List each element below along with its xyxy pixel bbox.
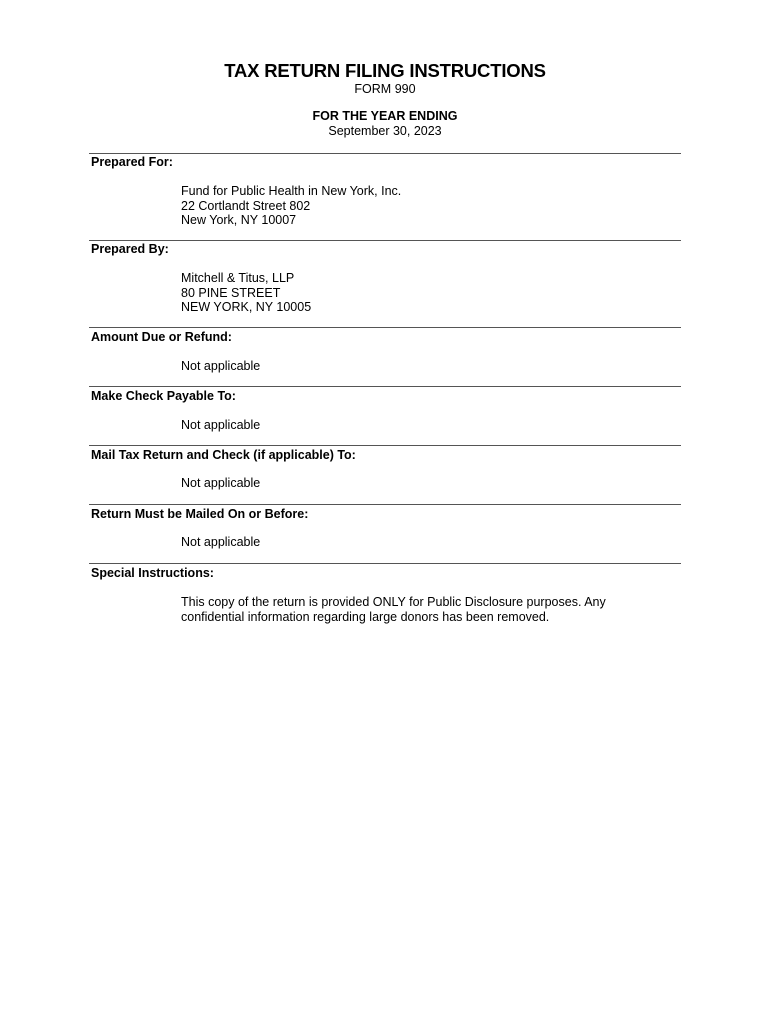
document-title: TAX RETURN FILING INSTRUCTIONS (224, 60, 546, 81)
prepared-by-line: Mitchell & Titus, LLP (181, 271, 295, 285)
section-divider (89, 153, 681, 154)
check-payable-value: Not applicable (181, 418, 261, 432)
section-divider (89, 445, 681, 446)
prepared-for-line: New York, NY 10007 (181, 213, 297, 227)
special-instructions-line: This copy of the return is provided ONLY for Public Disclosure purposes. Any (181, 595, 606, 609)
mail-by-value: Not applicable (181, 535, 261, 549)
special-instructions-text (181, 595, 606, 624)
section-divider (89, 240, 681, 241)
section-divider (89, 386, 681, 387)
prepared-by-address (181, 271, 311, 315)
form-number: FORM 990 (354, 82, 416, 96)
section-divider (89, 327, 681, 328)
prepared-by-label: Prepared By: (91, 242, 169, 256)
prepared-for-line: 22 Cortlandt Street 802 (181, 198, 311, 213)
prepared-for-line: Fund for Public Health in New York, Inc. (181, 184, 402, 198)
mail-to-label: Mail Tax Return and Check (if applicable) To: (91, 448, 356, 462)
special-instructions-label: Special Instructions: (91, 566, 214, 580)
prepared-by-line: NEW YORK, NY 10005 (181, 300, 312, 314)
section-divider (89, 563, 681, 564)
amount-due-label: Amount Due or Refund: (91, 330, 232, 344)
prepared-for-address (181, 184, 401, 228)
special-instructions-line: confidential information regarding large donors has been removed. (181, 609, 550, 624)
mail-to-value: Not applicable (181, 476, 261, 490)
amount-due-value: Not applicable (181, 359, 261, 373)
year-ending-label: FOR THE YEAR ENDING (312, 109, 458, 123)
prepared-by-line: 80 PINE STREET (181, 285, 281, 300)
prepared-for-label: Prepared For: (91, 155, 173, 169)
section-divider (89, 504, 681, 505)
year-ending-date: September 30, 2023 (328, 124, 442, 138)
mail-by-label: Return Must be Mailed On or Before: (91, 507, 309, 521)
check-payable-label: Make Check Payable To: (91, 389, 236, 403)
